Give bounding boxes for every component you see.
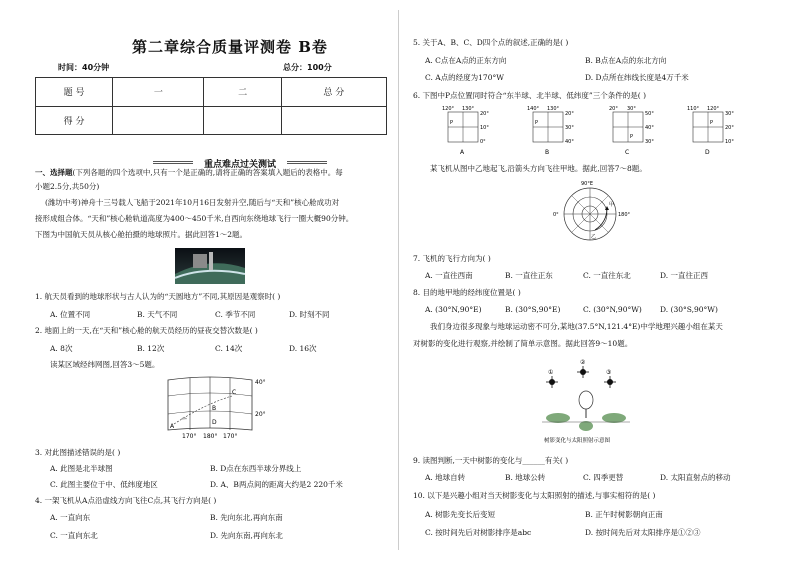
q9-option-d[interactable]: D. 太阳直射点的移动 xyxy=(660,473,731,482)
q5-option-d[interactable]: D. D点所在纬线长度是4万千米 xyxy=(585,73,689,82)
material1-line2: 接形成组合体。“天和”核心舱轨道高度为400～450千米,自西向东绕地球飞行一圈大概90分钟。 xyxy=(35,214,354,223)
svg-text:P: P xyxy=(450,120,454,126)
q10-option-a[interactable]: A. 树影先变长后变短 xyxy=(425,510,496,519)
exam-title: 第二章综合质量评测卷 B卷 xyxy=(132,38,328,56)
svg-text:P: P xyxy=(630,134,634,140)
q6d-side-2: 20° xyxy=(725,125,734,131)
q5-option-a[interactable]: A. C点在A点的正东方向 xyxy=(425,56,507,65)
q2-option-a[interactable]: A. 8次 xyxy=(50,344,73,353)
q6a-side-1: 20° xyxy=(480,111,489,117)
score-header-cell: 一 xyxy=(113,78,204,107)
score-header-cell: 题 号 xyxy=(36,78,113,107)
q9-option-c[interactable]: C. 四季更替 xyxy=(583,473,624,482)
banner-rule xyxy=(287,161,327,164)
time-label: 时间：40分钟 xyxy=(58,63,110,72)
q3-option-a[interactable]: A. 此图是北半球图 xyxy=(50,464,113,473)
point-a-label: A xyxy=(170,423,175,430)
q6b-side-3: 40° xyxy=(565,139,574,145)
q5-stem: 5. 关于A、B、C、D四个点的叙述,正确的是( ) xyxy=(413,38,569,47)
q4-option-a[interactable]: A. 一直向东 xyxy=(50,513,91,522)
point-b-label: B xyxy=(212,405,217,412)
q2-stem: 2. 地面上的一天,在“天和”核心舱的航天员经历的昼夜交替次数是( ) xyxy=(35,326,258,335)
svg-text:P: P xyxy=(710,120,714,126)
q6a-top-right: 130° xyxy=(462,106,475,112)
sun-label-1: ① xyxy=(548,369,554,376)
section1-intro-line2: 小题2.5分,共50分) xyxy=(35,182,100,191)
q6d-letter: D xyxy=(705,149,710,156)
score-header-cell: 二 xyxy=(204,78,281,107)
q6d-top-left: 110° xyxy=(687,106,700,112)
sun-label-3: ③ xyxy=(606,369,612,376)
shadow-a xyxy=(546,413,570,423)
polar-top-label: 90°E xyxy=(581,181,594,187)
tree-crown xyxy=(579,391,593,409)
lon-label-170-w: 170° xyxy=(182,433,197,440)
material1-line1: (潍坊中考)神舟十三号载人飞船于2021年10月16日发射升空,随后与“天和”核心舱成功对 xyxy=(45,198,340,207)
material4-line2: 对树影的变化进行观察,并绘制了简单示意图。据此回答9～10题。 xyxy=(413,339,633,348)
tree-shadow-figure xyxy=(538,356,634,448)
q2-option-d[interactable]: D. 16次 xyxy=(289,344,317,353)
q7-option-b[interactable]: B. 一直往正东 xyxy=(505,271,553,280)
q6c-letter: C xyxy=(625,149,630,156)
q4-option-c[interactable]: C. 一直向东北 xyxy=(50,531,98,540)
q1-option-b[interactable]: B. 天气不同 xyxy=(137,310,178,319)
q4-stem: 4. 一架飞机从A点沿虚线方向飞往C点,其飞行方向是( ) xyxy=(35,496,217,505)
material1-line3: 下图为中国航天员从核心舱拍摄的地球照片。据此回答1～2题。 xyxy=(35,230,248,239)
q6d-side-1: 30° xyxy=(725,111,734,117)
polar-label-yi: 乙 xyxy=(591,234,597,240)
shadow-b xyxy=(579,421,593,431)
q6a-letter: A xyxy=(460,149,465,156)
q1-option-d[interactable]: D. 时刻不同 xyxy=(289,310,330,319)
material4-line1: 我们身边很多现象与地球运动密不可分,某地(37.5°N,121.4°E)中学地理兴趣小组在某天 xyxy=(430,322,723,331)
q6a-side-2: 10° xyxy=(480,125,489,131)
q3-stem: 3. 对此图描述错误的是( ) xyxy=(35,448,121,457)
polar-diagram xyxy=(545,178,635,244)
q4-option-d[interactable]: D. 先向东南,再向东北 xyxy=(210,531,283,540)
q6a-side-3: 0° xyxy=(480,139,486,145)
q8-option-b[interactable]: B. (30°S,90°E) xyxy=(505,305,561,314)
sun-label-2: ② xyxy=(580,359,586,366)
lat-label-20: 20° xyxy=(255,411,266,418)
tree-figure-caption: 树影变化与太阳照射示意图 xyxy=(544,438,611,444)
column-divider xyxy=(398,10,399,550)
q1-option-a[interactable]: A. 位置不同 xyxy=(50,310,91,319)
material2: 读某区域经纬网图,回答3～5题。 xyxy=(50,360,160,369)
q8-option-d[interactable]: D. (30°S,90°W) xyxy=(660,305,718,314)
section1-heading: 一、选择题 xyxy=(35,168,73,177)
q6c-side-3: 30° xyxy=(645,139,654,145)
q9-stem: 9. 读图判断,一天中树影的变化与______有关( ) xyxy=(413,456,569,465)
q1-option-c[interactable]: C. 季节不同 xyxy=(215,310,256,319)
latlong-map xyxy=(160,374,270,444)
shadow-c xyxy=(602,413,626,423)
q6d-top-right: 120° xyxy=(707,106,720,112)
q6-grid-b xyxy=(527,106,574,156)
q1-stem: 1. 航天员看到的地球形状与古人认为的“天圆地方”不同,其原因是观察时( ) xyxy=(35,292,281,301)
q6b-letter: B xyxy=(545,149,550,156)
q6-grid-a xyxy=(442,106,489,156)
score-table xyxy=(35,77,387,135)
svg-text:P: P xyxy=(535,120,539,126)
q10-option-b[interactable]: B. 正午时树影朝向正南 xyxy=(585,510,663,519)
q7-option-c[interactable]: C. 一直往东北 xyxy=(583,271,631,280)
q7-option-a[interactable]: A. 一直往西南 xyxy=(425,271,473,280)
q10-stem: 10. 以下是兴趣小组对当天树影变化与太阳照射的描述,与事实相符的是( ) xyxy=(413,491,656,500)
score-row-label: 得 分 xyxy=(36,106,113,135)
lon-label-170-e: 170° xyxy=(223,433,238,440)
q6-grid-c xyxy=(609,106,654,156)
polar-label-jia: 甲 xyxy=(609,202,615,208)
q3-option-d[interactable]: D. A、B两点间的距离大约是2 220千米 xyxy=(210,480,343,489)
lon-label-180: 180° xyxy=(203,433,218,440)
score-cell[interactable] xyxy=(113,106,204,135)
polar-right-label: 180° xyxy=(618,212,631,218)
q3-option-c[interactable]: C. 此图主要位于中、低纬度地区 xyxy=(50,480,158,489)
q6d-side-3: 10° xyxy=(725,139,734,145)
q6c-top-right: 30° xyxy=(627,106,636,112)
q6b-side-2: 30° xyxy=(565,125,574,131)
q6b-top-left: 140° xyxy=(527,106,540,112)
q6-grids xyxy=(440,104,760,158)
q6c-side-2: 40° xyxy=(645,125,654,131)
q10-option-d[interactable]: D. 按时间先后对太阳排序是①②③ xyxy=(585,528,701,537)
q4-option-b[interactable]: B. 先向东北,再向东南 xyxy=(210,513,283,522)
section1-intro-line1 xyxy=(35,168,343,178)
q3-option-b[interactable]: B. D点在东西半球分界线上 xyxy=(210,464,302,473)
banner-rule xyxy=(153,161,193,164)
q5-option-c[interactable]: C. A点的经度为170°W xyxy=(425,73,504,82)
total-score-label: 总分：100分 xyxy=(283,63,332,72)
sun-icon xyxy=(549,369,613,385)
q8-option-a[interactable]: A. (30°N,90°E) xyxy=(425,305,482,314)
score-cell[interactable] xyxy=(281,106,386,135)
q6c-side-1: 50° xyxy=(645,111,654,117)
polar-left-label: 0° xyxy=(553,212,559,218)
point-c-label: C xyxy=(232,389,237,396)
section-banner-text: 重点难点过关测试 xyxy=(203,160,276,170)
q2-option-b[interactable]: B. 12次 xyxy=(137,344,165,353)
q7-option-d[interactable]: D. 一直往正西 xyxy=(660,271,709,280)
q6-grid-d xyxy=(687,106,734,156)
score-header-cell: 总 分 xyxy=(281,78,386,107)
lat-label-40: 40° xyxy=(255,379,266,386)
material3: 某飞机从图中乙地起飞,沿箭头方向飞往甲地。据此,回答7～8题。 xyxy=(430,164,647,173)
q2-option-c[interactable]: C. 14次 xyxy=(215,344,243,353)
q9-option-b[interactable]: B. 地球公转 xyxy=(505,473,546,482)
q7-stem: 7. 飞机的飞行方向为( ) xyxy=(413,254,491,263)
q6c-top-left: 20° xyxy=(609,106,618,112)
flight-path xyxy=(174,396,232,424)
q6-stem: 6. 下图中P点位置同时符合“东半球、北半球、低纬度”三个条件的是( ) xyxy=(413,91,646,100)
q10-option-c[interactable]: C. 按时间先后对树影排序是abc xyxy=(425,528,532,537)
q9-option-a[interactable]: A. 地球自转 xyxy=(425,473,466,482)
q6b-top-right: 130° xyxy=(547,106,560,112)
q8-option-c[interactable]: C. (30°N,90°W) xyxy=(583,305,642,314)
q6b-side-1: 20° xyxy=(565,111,574,117)
q6a-top-left: 120° xyxy=(442,106,455,112)
section1-intro-text: (下列各题的四个选项中,只有一个是正确的,请将正确的答案填入题后的表格中。每 xyxy=(72,168,343,177)
q8-stem: 8. 目的地甲地的经纬度位置是( ) xyxy=(413,288,521,297)
island-shape xyxy=(180,417,187,420)
point-d-label: D xyxy=(212,419,217,426)
earth-photo xyxy=(175,248,245,284)
q5-option-b[interactable]: B. B点在A点的东北方向 xyxy=(585,56,667,65)
score-cell[interactable] xyxy=(204,106,281,135)
